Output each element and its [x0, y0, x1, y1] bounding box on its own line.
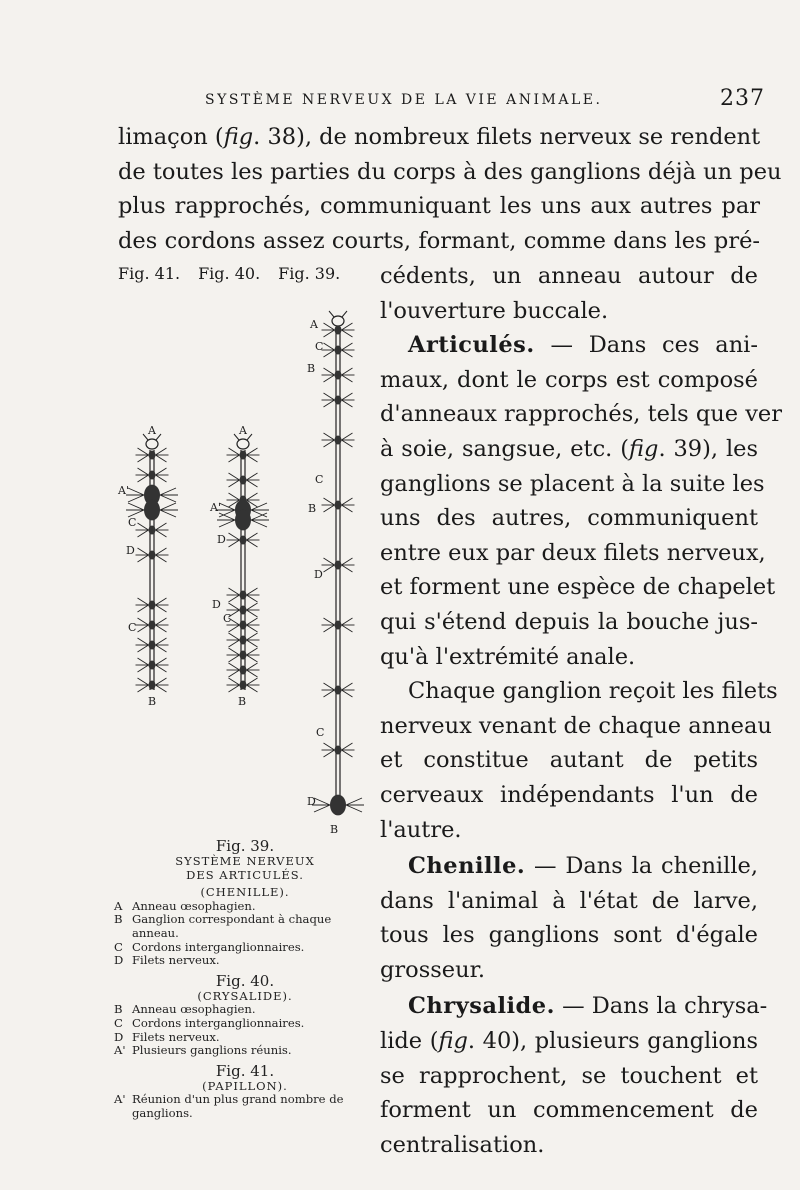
- text-line: de toutes les parties du corps à des ganglions déjà un peu: [118, 158, 782, 185]
- ganglion: [335, 620, 342, 629]
- ganglion: [240, 680, 247, 689]
- fig39-letter-b2: B: [308, 502, 317, 515]
- fig40-letter-b: B: [238, 695, 247, 708]
- fig41-letter-c: C: [128, 516, 137, 529]
- fig41-letter-c2: C: [128, 621, 137, 634]
- oesophageal-ring: [237, 439, 249, 449]
- page-number: 237: [720, 86, 765, 111]
- legend-item: C Cordons interganglionnaires.: [114, 939, 305, 954]
- fig39-caption-subtitle: DES ARTICULÉS.: [186, 867, 304, 882]
- text-line: uns des autres, communiquent: [380, 505, 758, 532]
- fig39-letter-c2: C: [315, 473, 324, 486]
- ganglion: [240, 665, 247, 674]
- fig40-letter-a: A: [239, 424, 247, 437]
- fig39-letter-d: D: [314, 568, 323, 581]
- fig40-caption-title: Fig. 40.: [215, 971, 275, 990]
- text-line: l'ouverture buccale.: [380, 297, 609, 324]
- legend-item: A' Réunion d'un plus grand nombre de ganglions.: [114, 1092, 344, 1120]
- fig39-letter-a: A: [310, 318, 318, 331]
- ganglion: [149, 470, 156, 479]
- ganglion: [335, 370, 342, 379]
- ganglion: [240, 590, 247, 599]
- ganglion: [335, 500, 342, 509]
- ganglion: [149, 620, 156, 629]
- text-line: cerveaux indépendants l'un de: [380, 781, 758, 808]
- figure-labels: [118, 264, 378, 283]
- legend-item: D Filets nerveux.: [114, 953, 220, 968]
- fig39-letter-c3: C: [316, 726, 325, 739]
- text-line: nerveux venant de chaque anneau: [380, 712, 772, 739]
- oesophageal-ring: [146, 439, 158, 449]
- text-line: maux, dont le corps est composé: [380, 366, 758, 393]
- fig41-letter-a: A: [148, 424, 156, 437]
- fig40-letter-c: C: [223, 612, 232, 625]
- text-line: centralisation.: [380, 1131, 545, 1158]
- ganglion: [240, 605, 247, 614]
- fig41-letter-b: B: [148, 695, 157, 708]
- fig41-caption-subtitle: (PAPILLON).: [202, 1078, 288, 1093]
- text-line: forment un commencement de: [380, 1097, 758, 1124]
- text-line: Chaque ganglion reçoit les filets: [408, 678, 778, 705]
- text-line: cédents, un anneau autour de: [380, 263, 758, 289]
- text-line: grosseur.: [380, 956, 486, 983]
- fig-41-drawing: [126, 434, 178, 692]
- text-line: dans l'animal à l'état de larve,: [380, 887, 758, 914]
- ganglion: [240, 620, 247, 629]
- fig-39-drawing: [312, 311, 364, 815]
- ganglion: [149, 550, 156, 559]
- ganglion: [240, 650, 247, 659]
- section-chenille-line: Chenille. — Dans la chenille,: [408, 853, 758, 880]
- legend-item: A' Plusieurs ganglions réunis.: [114, 1043, 292, 1058]
- fig40-letter-d: D: [217, 533, 226, 546]
- ganglion: [335, 325, 342, 334]
- fig40-caption-subtitle: (CRYSALIDE).: [197, 988, 293, 1003]
- text-line: se rapprochent, se touchent et: [380, 1062, 758, 1089]
- fig39-caption-title: Fig. 39.: [215, 837, 275, 855]
- fig39-letter-b: B: [307, 362, 316, 375]
- text-line: à soie, sangsue, etc. (fig. 39), les: [380, 435, 759, 462]
- oesophageal-ring: [332, 316, 344, 326]
- fig39-letter-c: C: [315, 340, 324, 353]
- figure-legend: [114, 838, 376, 1121]
- ganglion: [149, 450, 156, 459]
- fig40-letter-d2: D: [212, 598, 221, 611]
- section-chrysalide-line: Chrysalide. — Dans la chrysa-: [408, 993, 768, 1020]
- ganglion: [335, 345, 342, 354]
- legend-item: B Anneau œsophagien.: [114, 1002, 256, 1017]
- ganglion: [144, 500, 160, 521]
- text-line: ganglions se placent à la suite les: [380, 470, 765, 497]
- ganglion: [335, 745, 342, 754]
- text-line: tous les ganglions sont d'égale: [380, 922, 758, 949]
- text-line: qui s'étend depuis la bouche jus-: [380, 608, 758, 635]
- fig-40-label: Fig. 40.: [198, 264, 261, 283]
- ganglion: [240, 535, 247, 544]
- legend-item: C Cordons interganglionnaires.: [114, 1015, 305, 1030]
- ganglion: [235, 510, 251, 531]
- fig39-letter-d2: D: [307, 795, 316, 808]
- body-text-full-width: [118, 120, 782, 258]
- legend-item: B Ganglion correspondant à chaque anneau.: [114, 912, 332, 940]
- fig-39-label: Fig. 39.: [278, 264, 341, 283]
- fig41-caption-title: Fig. 41.: [215, 1061, 275, 1080]
- text-line: plus rapprochés, communiquant les uns aux autres par: [118, 193, 760, 220]
- fig39-caption-subtitle: SYSTÈME NERVEUX: [175, 854, 315, 868]
- text-line: limaçon (fig. 38), de nombreux filets nerveux se rendent: [118, 124, 761, 150]
- running-head: [205, 86, 765, 111]
- ganglion: [149, 660, 156, 669]
- ganglion: [240, 475, 247, 484]
- nervous-system-figures: [110, 295, 380, 835]
- text-line: et constitue autant de petits: [380, 747, 758, 774]
- running-title: SYSTÈME NERVEUX DE LA VIE ANIMALE.: [205, 92, 603, 108]
- ganglion: [149, 600, 156, 609]
- ganglion: [240, 450, 247, 459]
- body-text-column: [380, 259, 782, 1162]
- ganglion: [149, 640, 156, 649]
- ganglion: [240, 635, 247, 644]
- text-line: des cordons assez courts, formant, comme dans les pré-: [118, 227, 760, 254]
- fig39-letter-b3: B: [330, 823, 339, 835]
- text-line: qu'à l'extrémité anale.: [380, 643, 636, 670]
- heading-chenille: Chenille.: [408, 853, 526, 880]
- ganglion: [330, 795, 346, 816]
- fig-40-drawing: [217, 434, 269, 692]
- fig39-caption-subtitle: (CHENILLE).: [200, 885, 290, 900]
- legend-item: D Filets nerveux.: [114, 1029, 220, 1044]
- text-line: d'anneaux rapprochés, tels que ver: [380, 401, 782, 428]
- section-articules-line: Articulés. — Dans ces ani-: [408, 332, 758, 359]
- text-line: et forment une espèce de chapelet: [380, 574, 776, 601]
- text-line: lide (fig. 40), plusieurs ganglions: [380, 1028, 758, 1055]
- ganglion: [335, 435, 342, 444]
- ganglion: [149, 680, 156, 689]
- heading-articules: Articulés.: [408, 332, 535, 359]
- fig41-letter-d: D: [126, 544, 135, 557]
- fig40-letter-a-prime: A': [210, 501, 221, 514]
- ganglion: [149, 525, 156, 534]
- ganglion: [335, 685, 342, 694]
- ganglion: [335, 395, 342, 404]
- text-line: entre eux par deux filets nerveux,: [380, 539, 766, 566]
- legend-item: A Anneau œsophagien.: [114, 898, 256, 913]
- ganglion: [335, 560, 342, 569]
- heading-chrysalide: Chrysalide.: [408, 993, 555, 1020]
- fig-41-label: Fig. 41.: [118, 264, 181, 283]
- text-line: l'autre.: [380, 816, 462, 843]
- fig41-letter-a-prime: A': [118, 484, 129, 497]
